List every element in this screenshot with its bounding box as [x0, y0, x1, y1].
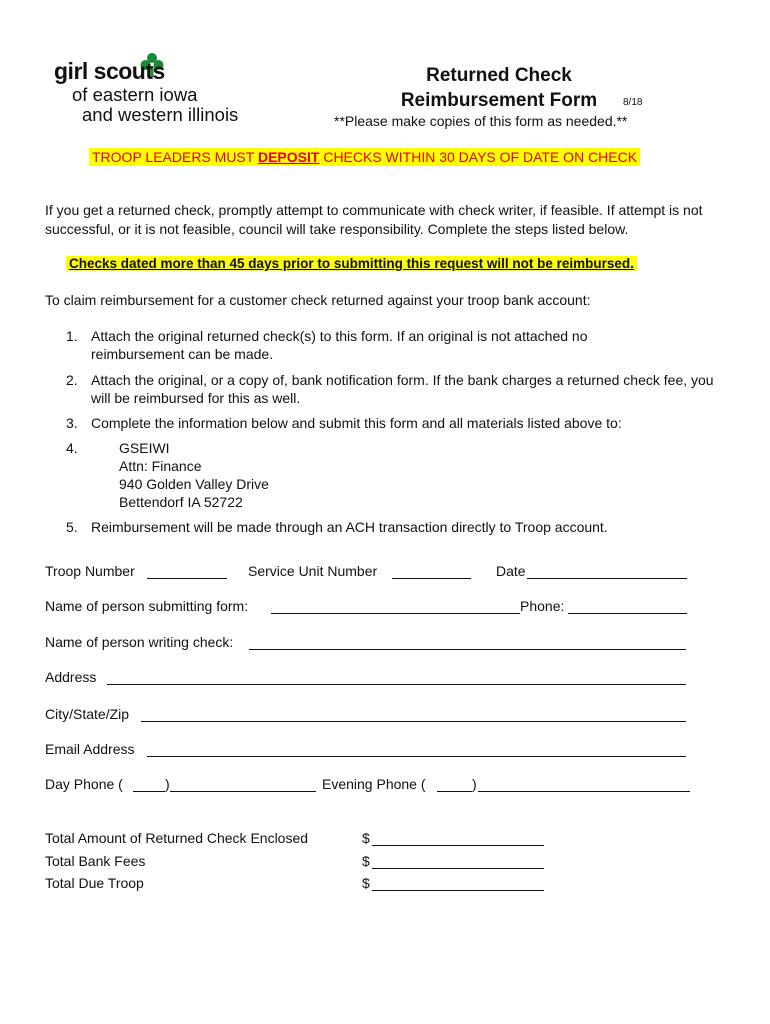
step-text: Attach the original, or a copy of, bank notification form. If the bank charges a returned check fee, you will be reimbursed for this as well.: [91, 372, 714, 406]
city-state-zip-field[interactable]: [141, 707, 686, 722]
intro-paragraph: If you get a returned check, promptly attempt to communicate with check writer, if feasible. If attempt is not successful, or it is not feasible, council will take responsibility. Complete the steps listed below.: [45, 202, 703, 237]
evening-phone-paren: ): [472, 776, 477, 792]
submitter-name-field[interactable]: [271, 599, 520, 614]
logo-brand: girl scouts: [54, 58, 165, 84]
email-label: Email Address: [45, 741, 135, 757]
step-number: 3.: [66, 415, 78, 431]
troop-number-label: Troop Number: [45, 563, 135, 579]
address-label: Address: [45, 669, 97, 685]
bank-fees-label: Total Bank Fees: [45, 853, 146, 869]
step-5: [66, 518, 746, 536]
warning-notice: Checks dated more than 45 days prior to submitting this request will not be reimbursed.: [66, 256, 637, 271]
step-number: 4.: [66, 440, 78, 456]
day-phone-label: Day Phone (: [45, 776, 123, 792]
city-state-zip-label: City/State/Zip: [45, 706, 130, 722]
mailing-address: [119, 439, 269, 511]
copies-note: **Please make copies of this form as needed.**: [334, 113, 628, 129]
day-phone-area-field[interactable]: [133, 777, 165, 792]
submitter-name-label: Name of person submitting form:: [45, 598, 249, 614]
deposit-banner: [89, 148, 640, 166]
evening-phone-field[interactable]: [478, 777, 690, 792]
currency-symbol: $: [362, 830, 370, 846]
address-line: GSEIWI: [119, 440, 170, 456]
total-due-field[interactable]: [372, 876, 544, 891]
step-number: 2.: [66, 372, 78, 388]
date-field[interactable]: [527, 564, 687, 579]
troop-number-field[interactable]: [147, 564, 227, 579]
form-title-line1: Returned Check: [426, 65, 572, 86]
banner-emphasis: DEPOSIT: [257, 149, 320, 165]
total-amount-label: Total Amount of Returned Check Enclosed: [45, 830, 309, 846]
writer-name-label: Name of person writing check:: [45, 634, 234, 650]
step-text: Reimbursement will be made through an ACH transaction directly to Troop account.: [91, 519, 608, 535]
date-label: Date: [496, 563, 526, 579]
claim-instructions: To claim reimbursement for a customer check returned against your troop bank account:: [45, 292, 591, 308]
form-title-line2: Reimbursement Form: [400, 90, 598, 111]
currency-symbol: $: [362, 853, 370, 869]
service-unit-label: Service Unit Number: [248, 563, 378, 579]
evening-phone-label: Evening Phone (: [322, 776, 426, 792]
service-unit-field[interactable]: [392, 564, 471, 579]
writer-name-field[interactable]: [249, 635, 686, 650]
logo-line2: and western illinois: [82, 104, 239, 125]
step-1: [66, 327, 636, 363]
currency-symbol: $: [362, 875, 370, 891]
step-3: [66, 414, 746, 432]
banner-prefix: TROOP LEADERS MUST: [92, 149, 258, 165]
address-line: Attn: Finance: [119, 458, 202, 474]
step-number: 5.: [66, 519, 78, 535]
step-number: 1.: [66, 328, 78, 344]
day-phone-field[interactable]: [170, 777, 316, 792]
phone-label: Phone:: [520, 598, 565, 614]
address-line: Bettendorf IA 52722: [119, 494, 243, 510]
evening-phone-area-field[interactable]: [437, 777, 472, 792]
step-text: Complete the information below and submit this form and all materials listed above to:: [91, 415, 622, 431]
total-due-label: Total Due Troop: [45, 875, 144, 891]
phone-field[interactable]: [568, 599, 687, 614]
step-2: [66, 371, 716, 407]
address-field[interactable]: [107, 670, 686, 685]
banner-suffix: CHECKS WITHIN 30 DAYS OF DATE ON CHECK: [319, 149, 638, 165]
day-phone-paren: ): [165, 776, 170, 792]
address-line: 940 Golden Valley Drive: [119, 476, 269, 492]
email-field[interactable]: [147, 742, 686, 757]
bank-fees-field[interactable]: [372, 854, 544, 869]
total-amount-field[interactable]: [372, 831, 544, 846]
logo-line1: of eastern iowa: [72, 84, 198, 105]
step-text: Attach the original returned check(s) to this form. If an original is not attached no reimbursement can be made.: [91, 328, 588, 362]
revision-date: 8/18: [623, 97, 643, 108]
